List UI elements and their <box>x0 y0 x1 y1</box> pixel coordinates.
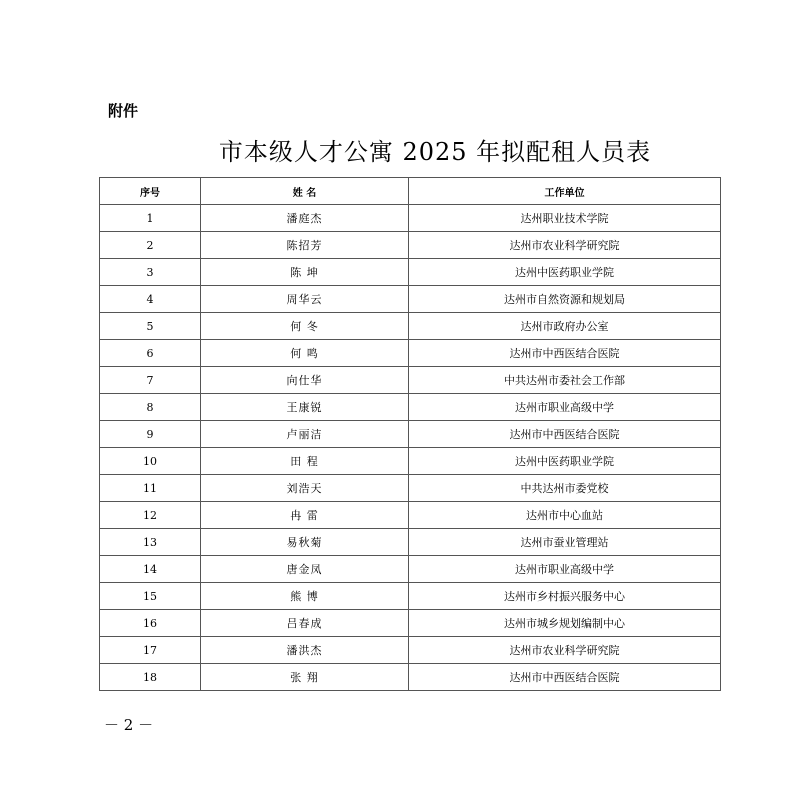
cell-name: 潘洪杰 <box>201 637 409 664</box>
cell-unit: 达州市职业高级中学 <box>409 394 721 421</box>
cell-unit: 达州市城乡规划编制中心 <box>409 610 721 637</box>
cell-unit: 达州中医药职业学院 <box>409 259 721 286</box>
cell-unit: 达州职业技术学院 <box>409 205 721 232</box>
cell-unit: 达州市自然资源和规划局 <box>409 286 721 313</box>
cell-seq: 15 <box>100 583 201 610</box>
cell-name: 潘庭杰 <box>201 205 409 232</box>
table-row <box>100 664 721 691</box>
table-row <box>100 529 721 556</box>
cell-name: 张 翔 <box>201 664 409 691</box>
document-title: 市本级人才公寓 2025 年拟配租人员表 <box>218 138 652 166</box>
cell-name: 陈招芳 <box>201 232 409 259</box>
header-name: 姓 名 <box>201 178 409 205</box>
cell-seq: 1 <box>100 205 201 232</box>
cell-name: 熊 博 <box>201 583 409 610</box>
cell-name: 陈 坤 <box>201 259 409 286</box>
table-row <box>100 475 721 502</box>
cell-seq: 18 <box>100 664 201 691</box>
table-row <box>100 394 721 421</box>
cell-seq: 5 <box>100 313 201 340</box>
cell-seq: 11 <box>100 475 201 502</box>
table-row <box>100 232 721 259</box>
cell-name: 唐金凤 <box>201 556 409 583</box>
cell-unit: 达州市农业科学研究院 <box>409 637 721 664</box>
cell-seq: 17 <box>100 637 201 664</box>
cell-unit: 达州市蚕业管理站 <box>409 529 721 556</box>
table-row <box>100 502 721 529</box>
table-row <box>100 286 721 313</box>
cell-name: 冉 雷 <box>201 502 409 529</box>
cell-seq: 12 <box>100 502 201 529</box>
cell-unit: 达州市中西医结合医院 <box>409 421 721 448</box>
cell-seq: 9 <box>100 421 201 448</box>
table-row <box>100 340 721 367</box>
header-seq: 序号 <box>100 178 201 205</box>
cell-name: 卢丽洁 <box>201 421 409 448</box>
cell-seq: 7 <box>100 367 201 394</box>
cell-name: 何 鸣 <box>201 340 409 367</box>
cell-seq: 13 <box>100 529 201 556</box>
roster-body <box>100 205 721 691</box>
table-row <box>100 367 721 394</box>
cell-name: 易秋菊 <box>201 529 409 556</box>
cell-seq: 4 <box>100 286 201 313</box>
cell-name: 向仕华 <box>201 367 409 394</box>
table-row <box>100 583 721 610</box>
table-row <box>100 205 721 232</box>
cell-name: 刘浩天 <box>201 475 409 502</box>
cell-unit: 中共达州市委党校 <box>409 475 721 502</box>
cell-unit: 达州市职业高级中学 <box>409 556 721 583</box>
cell-seq: 10 <box>100 448 201 475</box>
cell-unit: 达州市中西医结合医院 <box>409 340 721 367</box>
roster-table <box>99 177 721 691</box>
cell-unit: 达州中医药职业学院 <box>409 448 721 475</box>
cell-name: 吕春成 <box>201 610 409 637</box>
cell-seq: 6 <box>100 340 201 367</box>
cell-name: 周华云 <box>201 286 409 313</box>
table-header-row <box>100 178 721 205</box>
table-row <box>100 421 721 448</box>
page-number: － 2 － <box>104 716 154 734</box>
table-row <box>100 637 721 664</box>
table-row <box>100 313 721 340</box>
cell-seq: 3 <box>100 259 201 286</box>
cell-unit: 达州市中西医结合医院 <box>409 664 721 691</box>
cell-unit: 中共达州市委社会工作部 <box>409 367 721 394</box>
cell-unit: 达州市乡村振兴服务中心 <box>409 583 721 610</box>
cell-seq: 16 <box>100 610 201 637</box>
table-row <box>100 556 721 583</box>
table-row <box>100 610 721 637</box>
cell-seq: 8 <box>100 394 201 421</box>
cell-unit: 达州市中心血站 <box>409 502 721 529</box>
cell-unit: 达州市政府办公室 <box>409 313 721 340</box>
cell-name: 王康锐 <box>201 394 409 421</box>
cell-seq: 2 <box>100 232 201 259</box>
header-unit: 工作单位 <box>409 178 721 205</box>
cell-seq: 14 <box>100 556 201 583</box>
cell-name: 何 冬 <box>201 313 409 340</box>
table-row <box>100 448 721 475</box>
cell-unit: 达州市农业科学研究院 <box>409 232 721 259</box>
table-row <box>100 259 721 286</box>
cell-name: 田 程 <box>201 448 409 475</box>
attachment-label: 附件 <box>108 102 139 120</box>
